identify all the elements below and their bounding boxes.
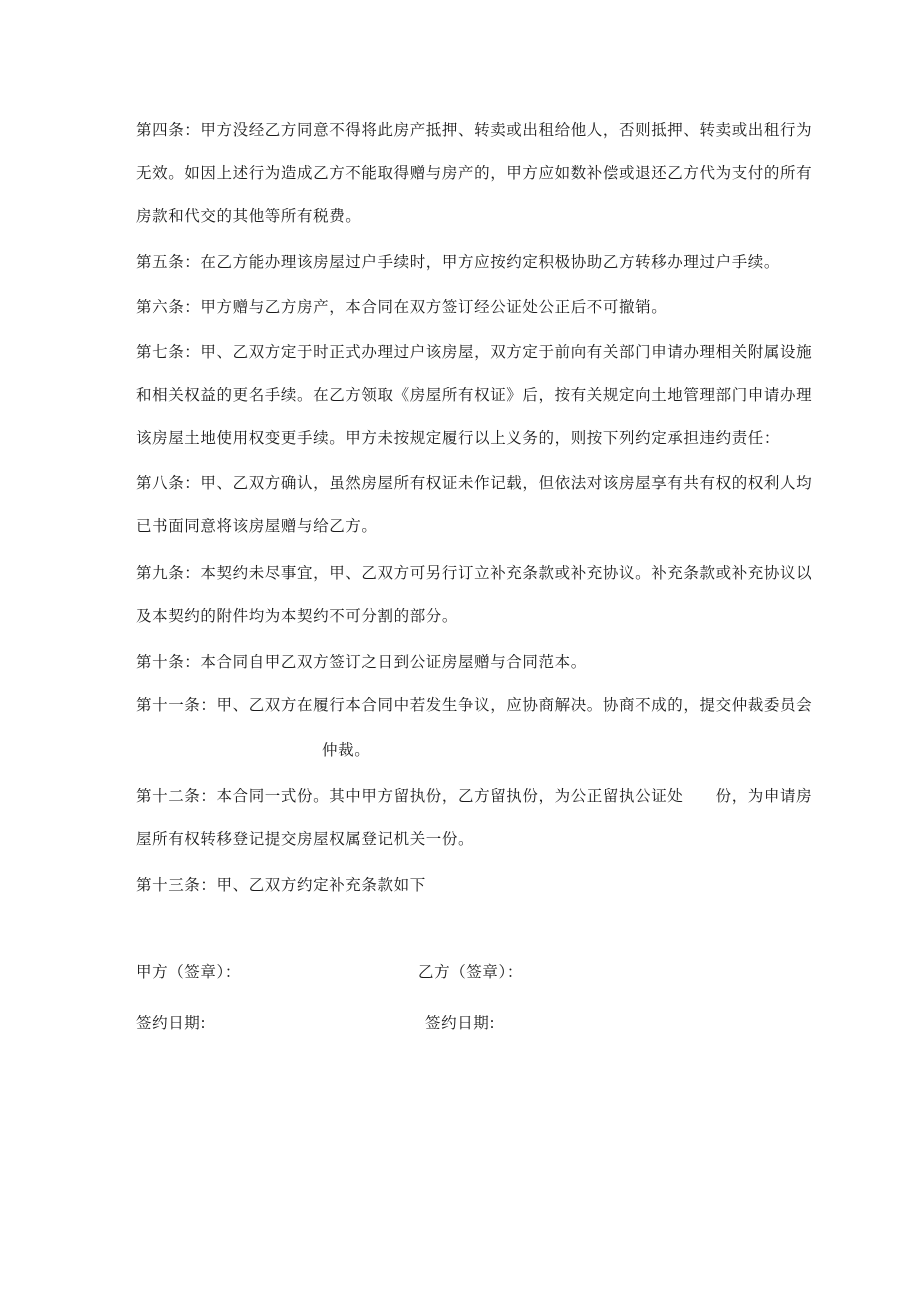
clause-11-line-2: 仲裁。: [322, 741, 371, 759]
clause-12-line-2: 屋所有权转移登记提交房屋权属登记机关一份。: [136, 830, 475, 848]
clause-7-line-3: 该房屋土地使用权变更手续。甲方未按规定履行以上义务的，则按下列约定承担违约责任：: [136, 429, 781, 447]
clause-8-line-2: 已书面同意将该房屋赠与给乙方。: [136, 517, 378, 535]
clause-6-line-1: 第六条：甲方赠与乙方房产，本合同在双方签订经公证处公正后不可撤销。: [136, 298, 668, 316]
clause-10-line-1: 第十条：本合同自甲乙双方签订之日到公证房屋赠与合同范本。: [136, 653, 587, 671]
clause-4-line-3: 房款和代交的其他等所有税费。: [136, 207, 362, 225]
party-b-signature-label: 乙方（签章）：: [418, 963, 523, 981]
clause-9-line-1: 第九条：本契约未尽事宜，甲、乙双方可另行订立补充条款或补充协议。补充条款或补充协议以: [136, 564, 813, 582]
party-a-date-label: 签约日期:: [136, 1014, 207, 1032]
clause-4-line-1: 第四条：甲方没经乙方同意不得将此房产抵押、转卖或出租给他人，否则抵押、转卖或出租行为: [136, 121, 813, 139]
clause-12-line-1: 第十二条：本合同一式份。其中甲方留执份，乙方留执份，为公正留执公证处 份，为申请房: [136, 787, 813, 805]
clause-9-line-2: 及本契约的附件均为本契约不可分割的部分。: [136, 607, 459, 625]
clause-13-line-1: 第十三条：甲、乙双方约定补充条款如下: [136, 876, 426, 894]
clause-5-line-1: 第五条：在乙方能办理该房屋过户手续时，甲方应按约定积极协助乙方转移办理过户手续。: [136, 253, 781, 271]
party-a-signature-label: 甲方（签章）：: [136, 963, 241, 981]
clause-7-line-1: 第七条：甲、乙双方定于时正式办理过户该房屋，双方定于前向有关部门申请办理相关附属设施: [136, 343, 813, 361]
clause-4-line-2: 无效。如因上述行为造成乙方不能取得赠与房产的，甲方应如数补偿或退还乙方代为支付的所有: [136, 164, 813, 182]
clause-7-line-2: 和相关权益的更名手续。在乙方领取《房屋所有权证》后，按有关规定向土地管理部门申请办理: [136, 386, 813, 404]
clause-8-line-1: 第八条：甲、乙双方确认，虽然房屋所有权证未作记载，但依法对该房屋享有共有权的权利人均: [136, 474, 813, 492]
party-b-date-label: 签约日期:: [425, 1014, 496, 1032]
clause-11-line-1: 第十一条：甲、乙双方在履行本合同中若发生争议，应协商解决。协商不成的，提交仲裁委员会: [136, 696, 813, 714]
